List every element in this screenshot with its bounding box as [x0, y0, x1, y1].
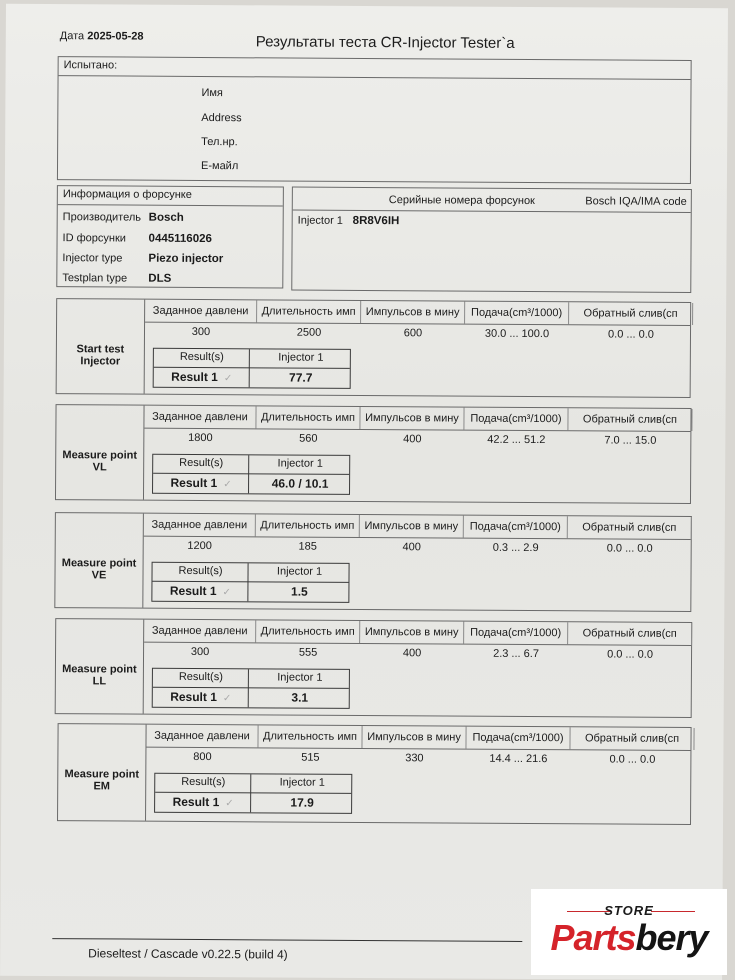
column-header-return-flow: Обратный слив(сп — [569, 302, 693, 325]
results-injector-label: Injector 1 — [276, 565, 323, 578]
results-injector-label: Injector 1 — [278, 351, 324, 364]
column-header-pulse-duration: Длительность имп — [256, 406, 360, 429]
value-delivery: 42.2 ... 51.2 — [487, 433, 546, 447]
column-header-delivery: Подача(cm³/1000) — [464, 622, 568, 645]
column-header-pressure: Заданное давлени — [146, 725, 258, 748]
value-pulses-per-minute: 400 — [403, 433, 422, 446]
column-header-pulses-per-minute: Импульсов в мину — [361, 301, 465, 324]
value-pressure: 800 — [193, 750, 212, 764]
tested-address-label: Address — [201, 111, 242, 125]
value-pulses-per-minute: 400 — [402, 647, 422, 660]
column-header-return-flow: Обратный слив(сп — [568, 622, 692, 645]
results-injector-label: Injector 1 — [277, 457, 323, 470]
column-header-pulse-duration: Длительность имп — [256, 514, 360, 537]
value-pulses-per-minute: 600 — [403, 327, 423, 340]
value-delivery: 2.3 ... 6.7 — [493, 647, 540, 661]
serial-injector-label: Injector 1 — [297, 214, 343, 227]
column-header-return-flow: Обратный слив(сп — [570, 727, 694, 750]
injector-id-value: 0445116026 — [148, 232, 212, 246]
manufacturer-value: Bosch — [148, 211, 184, 224]
results-label: Result(s) — [178, 564, 223, 578]
value-delivery: 14.4 ... 21.6 — [489, 752, 548, 766]
testplan-type-value: DLS — [148, 272, 172, 285]
serials-box — [291, 187, 692, 293]
tested-box — [57, 56, 692, 184]
value-delivery: 30.0 ... 100.0 — [484, 327, 550, 341]
test-name: Start test Injector — [76, 343, 125, 368]
column-header-pulse-duration: Длительность имп — [258, 725, 362, 748]
result-table — [153, 348, 351, 389]
value-pressure: 1200 — [187, 539, 212, 553]
column-header-pulse-duration: Длительность имп — [256, 620, 360, 643]
column-header-delivery: Подача(cm³/1000) — [465, 302, 569, 325]
value-return-flow: 0.0 ... 0.0 — [607, 648, 654, 661]
results-label: Result(s) — [178, 670, 223, 684]
value-pulse-duration: 515 — [301, 751, 320, 764]
test-name: Measure point VL — [62, 449, 138, 474]
column-header-delivery: Подача(cm³/1000) — [466, 727, 570, 750]
result-value: 17.9 — [290, 795, 314, 810]
test-name: Measure point EM — [64, 768, 140, 793]
testplan-type-label: Testplan type — [62, 272, 128, 285]
column-header-return-flow: Обратный слив(сп — [568, 516, 692, 539]
test-section — [55, 404, 692, 504]
manufacturer-label: Производитель — [62, 211, 142, 224]
result-label: Result 1 ✓ — [169, 583, 231, 599]
result-label: Result 1 ✓ — [172, 794, 234, 810]
results-injector-label: Injector 1 — [277, 671, 323, 684]
check-icon: ✓ — [223, 479, 232, 491]
value-return-flow: 0.0 ... 0.0 — [606, 542, 653, 555]
column-header-pulses-per-minute: Импульсов в мину — [360, 515, 464, 538]
column-header-pulses-per-minute: Импульсов в мину — [360, 621, 464, 644]
result-label: Result 1 ✓ — [170, 689, 232, 705]
logo-brand-text: Partsbery — [550, 917, 708, 958]
report-date: Дата 2025-05-28 — [59, 30, 144, 43]
test-section — [55, 618, 693, 718]
column-header-pressure: Заданное давлени — [145, 300, 257, 323]
column-header-pulse-duration: Длительность имп — [257, 300, 361, 323]
test-section — [54, 512, 692, 612]
check-icon: ✓ — [223, 373, 233, 385]
result-value: 3.1 — [291, 690, 309, 705]
result-label: Result 1 ✓ — [171, 369, 233, 385]
test-section — [56, 298, 692, 398]
value-pulse-duration: 2500 — [296, 326, 322, 339]
column-header-delivery: Подача(cm³/1000) — [464, 408, 568, 431]
value-pressure: 300 — [191, 325, 211, 339]
value-delivery: 0.3 ... 2.9 — [492, 541, 539, 555]
value-pulses-per-minute: 400 — [402, 541, 421, 554]
result-value: 77.7 — [288, 370, 313, 385]
serials-title: Серийные номера форсунок — [388, 194, 535, 208]
result-table — [154, 773, 352, 814]
value-pulse-duration: 185 — [298, 540, 317, 553]
result-table — [152, 668, 350, 709]
injector-info-title: Информация о форсунке — [62, 188, 192, 201]
check-icon: ✓ — [225, 798, 234, 810]
results-label: Result(s) — [179, 350, 224, 364]
logo-store-text: STORE — [604, 903, 654, 918]
tested-title: Испытано: — [63, 59, 118, 72]
column-header-pulses-per-minute: Импульсов в мину — [360, 407, 464, 430]
result-table — [152, 454, 350, 495]
column-header-return-flow: Обратный слив(сп — [568, 408, 692, 431]
result-value: 46.0 / 10.1 — [271, 476, 329, 491]
partsbery-logo — [531, 889, 727, 975]
value-pressure: 300 — [190, 645, 210, 659]
software-version: Dieseltest / Cascade v0.22.5 (build 4) — [88, 946, 288, 962]
value-return-flow: 0.0 ... 0.0 — [609, 753, 656, 766]
value-pulse-duration: 560 — [299, 432, 318, 445]
footer-divider — [52, 938, 522, 942]
results-injector-label: Injector 1 — [279, 776, 325, 789]
tested-email-label: E-майл — [200, 159, 239, 173]
results-label: Result(s) — [181, 775, 226, 789]
injector-info-box — [56, 185, 284, 288]
report-title: Результаты теста CR-Injector Tester`a — [255, 33, 515, 52]
tested-name-label: Имя — [201, 86, 223, 100]
value-return-flow: 7.0 ... 15.0 — [604, 434, 657, 447]
column-header-pressure: Заданное давлени — [144, 406, 256, 429]
injector-type-value: Piezo injector — [148, 252, 224, 266]
value-pressure: 1800 — [188, 431, 213, 445]
result-label: Result 1 ✓ — [170, 475, 232, 491]
iqa-code-title: Bosch IQA/IMA code — [585, 195, 687, 208]
column-header-pressure: Заданное давлени — [144, 514, 256, 537]
result-table — [151, 562, 349, 603]
injector-id-label: ID форсунки — [62, 232, 126, 245]
serial-injector-code: 8R8V6IH — [352, 214, 400, 228]
test-section — [57, 723, 692, 825]
tested-phone-label: Тел.нр. — [201, 135, 238, 149]
results-label: Result(s) — [179, 456, 224, 470]
result-value: 1.5 — [291, 584, 308, 599]
test-report-sheet — [0, 4, 728, 980]
check-icon: ✓ — [222, 693, 232, 705]
column-header-pressure: Заданное давлени — [144, 620, 256, 643]
test-name: Measure point LL — [62, 663, 137, 688]
test-name: Measure point VE — [61, 557, 137, 582]
value-return-flow: 0.0 ... 0.0 — [608, 328, 654, 341]
value-pulses-per-minute: 330 — [405, 752, 424, 765]
value-pulse-duration: 555 — [298, 646, 318, 659]
column-header-delivery: Подача(cm³/1000) — [464, 516, 568, 539]
injector-type-label: Injector type — [62, 252, 123, 265]
check-icon: ✓ — [222, 587, 231, 599]
column-header-pulses-per-minute: Импульсов в мину — [362, 726, 466, 749]
